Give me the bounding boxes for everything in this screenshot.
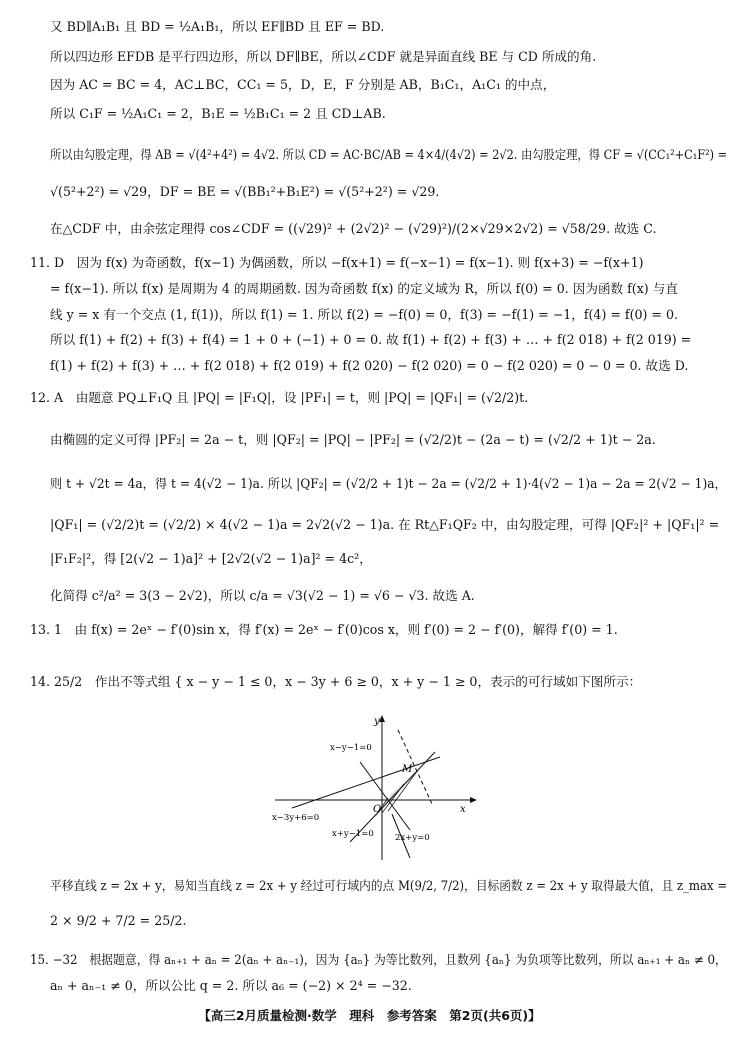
text-line: |F₁F₂|²，得 [2(√2 − 1)a]² + [2√2(√2 − 1)a]² = 4c²，: [50, 551, 372, 566]
label-line1: x−y−1=0: [330, 743, 372, 753]
text-line: 2 × 9/2 + 7/2 = 25/2.: [50, 913, 187, 928]
feasible-region-figure: [270, 712, 480, 862]
text-line: 11. D 因为 f(x) 为奇函数，f(x−1) 为偶函数，所以 −f(x+1) = f(−x−1) = f(x−1). 则 f(x+3) = −f(x+1): [30, 255, 644, 270]
text-line: 所以四边形 EFDB 是平行四边形，所以 DF∥BE，所以∠CDF 就是异面直线 BE 与 CD 所成的角.: [50, 49, 597, 64]
text-line: = f(x−1). 所以 f(x) 是周期为 4 的周期函数. 因为奇函数 f(x) 的定义域为 R，所以 f(0) = 0. 因为函数 f(x) 与直: [50, 281, 678, 296]
axis-y-label: y: [374, 716, 380, 727]
text-line: √(5²+2²) = √29，DF = BE = √(BB₁²+B₁E²) = √(5²+2²) = √29.: [50, 184, 440, 199]
text-line: 因为 AC = BC = 4，AC⊥BC，CC₁ = 5，D，E，F 分别是 AB，B₁C₁，A₁C₁ 的中点，: [50, 77, 556, 92]
text-line: 线 y = x 有一个交点 (1, f(1))，所以 f(1) = 1. 所以 f(2) = −f(0) = 0，f(3) = −f(1) = −1，f(4) = f(0) = 0.: [50, 307, 678, 322]
origin-label: O: [373, 804, 382, 815]
text-line: 则 t + √2t = 4a，得 t = 4(√2 − 1)a. 所以 |QF₂| = (√2/2 + 1)t − 2a = (√2/2 + 1)·4(√2 − 1)a − 2a = 2(√2 − 1)a，: [50, 476, 727, 491]
text-line: 由椭圆的定义可得 |PF₂| = 2a − t，则 |QF₂| = |PQ| − |PF₂| = (√2/2)t − (2a − t) = (√2/2 + 1)t − 2a.: [50, 432, 656, 447]
label-line3: x+y−1=0: [332, 829, 374, 839]
text-line: 13. 1 由 f(x) = 2eˣ − f′(0)sin x，得 f′(x) = 2eˣ − f′(0)cos x，则 f′(0) = 2 − f′(0)，解得 f′(0) = 1.: [30, 622, 618, 637]
text-line: 所以 C₁F = ½A₁C₁ = 2，B₁E = ½B₁C₁ = 2 且 CD⊥AB.: [50, 106, 386, 121]
axis-x-label: x: [460, 804, 466, 815]
text-line: 14. 25/2 作出不等式组 { x − y − 1 ≤ 0，x − 3y + 6 ≥ 0，x + y − 1 ≥ 0，表示的可行域如下图所示：: [30, 674, 642, 689]
text-line: 平移直线 z = 2x + y，易知当直线 z = 2x + y 经过可行域内的点 M(9/2, 7/2)，目标函数 z = 2x + y 取得最大值，且 z_max =: [50, 878, 728, 893]
text-line: 所以由勾股定理，得 AB = √(4²+4²) = 4√2. 所以 CD = AC·BC/AB = 4×4/(4√2) = 2√2. 由勾股定理，得 CF = √(CC₁²+C₁F²) =: [50, 147, 728, 162]
text-line: 15. −32 根据题意，得 aₙ₊₁ + aₙ = 2(aₙ + aₙ₋₁)，因为 {aₙ} 为等比数列，且数列 {aₙ} 为负项等比数列，所以 aₙ₊₁ + aₙ ≠ 0，: [30, 952, 727, 967]
text-line: 所以 f(1) + f(2) + f(3) + f(4) = 1 + 0 + (−1) + 0 = 0. 故 f(1) + f(2) + f(3) + … + f(2 018) + f(2 019) =: [50, 332, 692, 347]
text-line: 12. A 由题意 PQ⊥F₁Q 且 |PQ| = |F₁Q|，设 |PF₁| = t，则 |PQ| = |QF₁| = (√2/2)t.: [30, 390, 529, 405]
label-line4: 2x+y=0: [395, 833, 430, 843]
text-line: f(1) + f(2) + f(3) + … + f(2 018) + f(2 019) + f(2 020) − f(2 020) = 0 − f(2 020) = 0 − 0 = 0. 故选 D.: [50, 358, 689, 373]
text-line: |QF₁| = (√2/2)t = (√2/2) × 4(√2 − 1)a = 2√2(√2 − 1)a. 在 Rt△F₁QF₂ 中，由勾股定理，可得 |QF₂|² + |QF₁|² =: [50, 517, 720, 532]
text-line: 又 BD∥A₁B₁ 且 BD = ½A₁B₁，所以 EF∥BD 且 EF = BD.: [50, 19, 385, 34]
text-line: aₙ + aₙ₋₁ ≠ 0，所以公比 q = 2. 所以 a₆ = (−2) × 2⁴ = −32.: [50, 978, 412, 993]
point-m-label: M: [402, 764, 413, 775]
page-footer: 【高三2月质量检测·数学 理科 参考答案 第2页(共6页)】: [198, 1008, 541, 1023]
text-line: 在△CDF 中，由余弦定理得 cos∠CDF = ((√29)² + (2√2)² − (√29)²)/(2×√29×2√2) = √58/29. 故选 C.: [50, 221, 657, 236]
text-line: 化简得 c²/a² = 3(3 − 2√2)，所以 c/a = √3(√2 − 1) = √6 − √3. 故选 A.: [50, 588, 475, 603]
label-line2: x−3y+6=0: [272, 813, 320, 823]
